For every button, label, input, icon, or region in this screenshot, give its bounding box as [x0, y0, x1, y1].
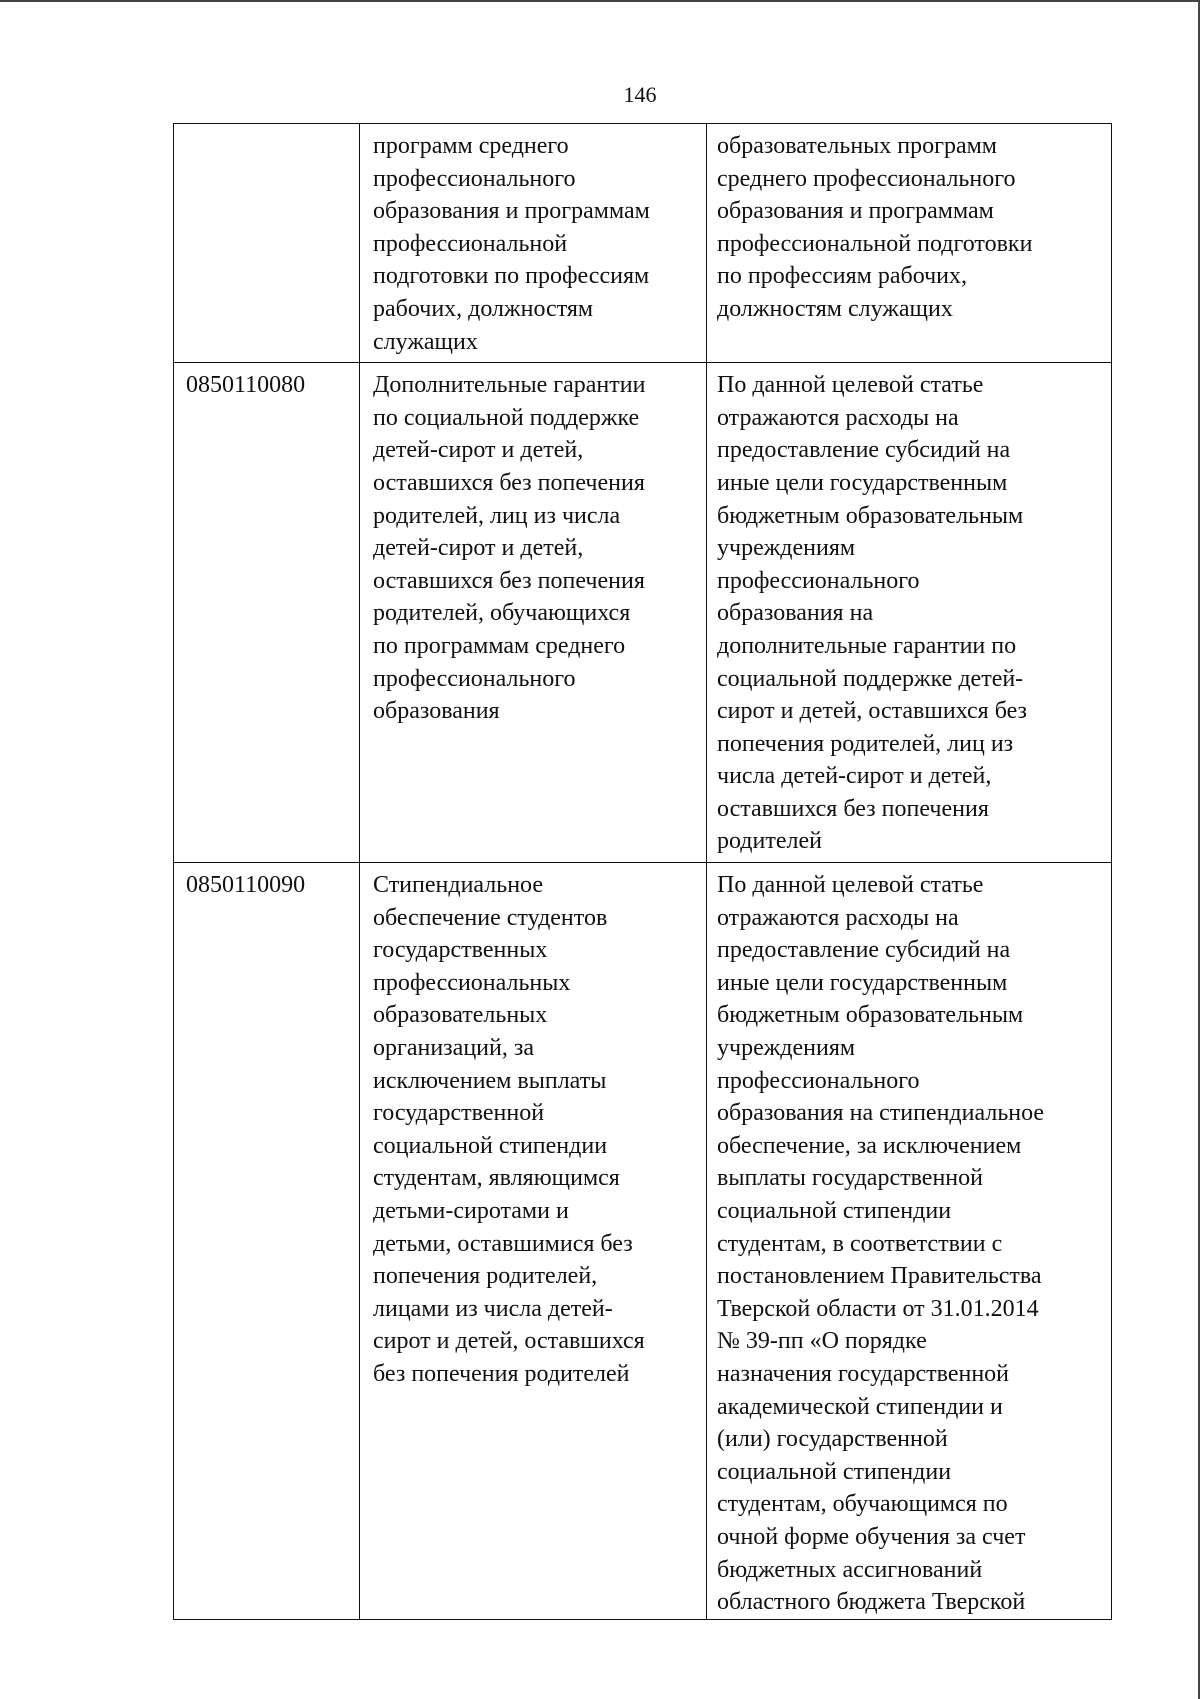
table-row [174, 363, 1112, 863]
scan-edge-top [0, 0, 1200, 2]
budget-code-table [173, 123, 1112, 1620]
name-cell: программ среднего профессионального образования и программам профессиональной подготовки по профессиям рабочих, должностям служащих [360, 124, 707, 363]
description-cell: По данной целевой статье отражаются расходы на предоставление субсидий на иные цели государственным бюджетным образовательным учреждениям профессионального образования на дополнительные гарантии по социальной поддержке детей- сирот и детей, оставшихся без попечения родителей, лиц из числа детей-сирот и детей, оставшихся без попечения родителей [707, 363, 1112, 863]
code-cell: 0850110090 [174, 863, 360, 1620]
table-row [174, 124, 1112, 363]
description-cell: образовательных программ среднего профессионального образования и программам профессиональной подготовки по профессиям рабочих, должностям служащих [707, 124, 1112, 363]
code-cell: 0850110080 [174, 363, 360, 863]
name-cell: Стипендиальное обеспечение студентов государственных профессиональных образовательных организаций, за исключением выплаты государственной социальной стипендии студентам, являющимся детьми-сиротами и детьми, оставшимися без попечения родителей, лицами из числа детей- сирот и детей, оставшихся без попечения родителей [360, 863, 707, 1620]
page-number: 146 [623, 82, 657, 107]
table-row [174, 863, 1112, 1620]
description-cell: По данной целевой статье отражаются расходы на предоставление субсидий на иные цели государственным бюджетным образовательным учреждениям профессионального образования на стипендиальное обеспечение, за исключением выплаты государственной социальной стипендии студентам, в соответствии с постановлением Правительства Тверской области от 31.01.2014 № 39-пп «О порядке назначения государственной академической стипендии и (или) государственной социальной стипендии студентам, обучающимся по очной форме обучения за счет бюджетных ассигнований областного бюджета Тверской [707, 863, 1112, 1620]
name-cell: Дополнительные гарантии по социальной поддержке детей-сирот и детей, оставшихся без попечения родителей, лиц из числа детей-сирот и детей, оставшихся без попечения родителей, обучающихся по программам среднего профессионального образования [360, 363, 707, 863]
code-cell [174, 124, 360, 363]
